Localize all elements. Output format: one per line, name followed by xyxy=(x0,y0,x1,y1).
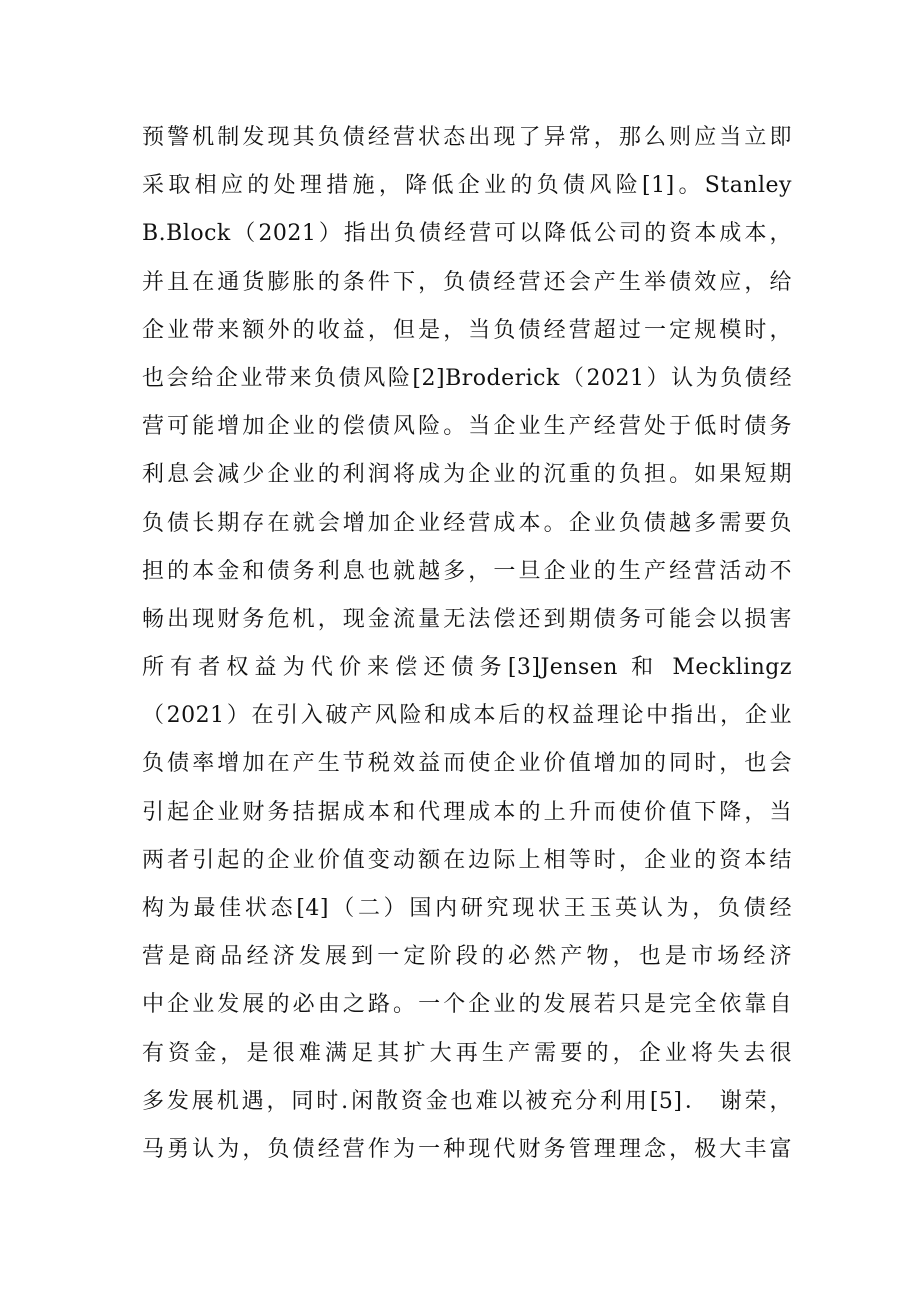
text-line: 采取相应的处理措施，降低企业的负债风险[1]。Stanley xyxy=(142,173,792,199)
text-line: 负债率增加在产生节税效益而使企业价值增加的同时，也会 xyxy=(142,751,792,777)
text-line: 利息会减少企业的利润将成为企业的沉重的负担。如果短期 xyxy=(142,462,792,488)
text-line: 担的本金和债务利息也就越多，一旦企业的生产经营活动不 xyxy=(142,558,792,584)
text-line: 营可能增加企业的偿债风险。当企业生产经营处于低时债务 xyxy=(142,414,792,440)
text-line: 有资金，是很难满足其扩大再生产需要的，企业将失去很 xyxy=(142,1040,792,1066)
text-line: 引起企业财务拮据成本和代理成本的上升而使价值下降，当 xyxy=(142,799,792,825)
text-line: 所有者权益为代价来偿还债务[3]Jensen 和 Mecklingz xyxy=(142,655,792,681)
text-line: 中企业发展的必由之路。一个企业的发展若只是完全依靠自 xyxy=(142,992,792,1018)
text-line: 畅出现财务危机，现金流量无法偿还到期债务可能会以损害 xyxy=(142,606,792,632)
body-paragraph xyxy=(142,114,792,1174)
text-line: （2021）在引入破产风险和成本后的权益理论中指出，企业 xyxy=(142,703,792,729)
text-line: 预警机制发现其负债经营状态出现了异常，那么则应当立即 xyxy=(142,125,792,150)
text-line: 构为最佳状态[4]（二）国内研究现状王玉英认为，负债经 xyxy=(142,896,792,921)
text-line: 两者引起的企业价值变动额在边际上相等时，企业的资本结 xyxy=(142,847,792,873)
text-line: 并且在通货膨胀的条件下，负债经营还会产生举债效应，给 xyxy=(142,269,792,295)
text-line: 也会给企业带来负债风险[2]Broderick（2021）认为负债经 xyxy=(142,365,792,391)
text-line: 营是商品经济发展到一定阶段的必然产物，也是市场经济 xyxy=(142,944,792,970)
text-line: 企业带来额外的收益，但是，当负债经营超过一定规模时， xyxy=(142,317,792,343)
text-line: 多发展机遇，同时.闲散资金也难以被充分利用[5]． 谢荣， xyxy=(142,1088,792,1114)
text-line: 负债长期存在就会增加企业经营成本。企业负债越多需要负 xyxy=(142,510,792,536)
text-line: B.Block（2021）指出负债经营可以降低公司的资本成本， xyxy=(142,221,792,247)
text-line: 马勇认为，负债经营作为一种现代财务管理理念，极大丰富 xyxy=(142,1136,792,1162)
